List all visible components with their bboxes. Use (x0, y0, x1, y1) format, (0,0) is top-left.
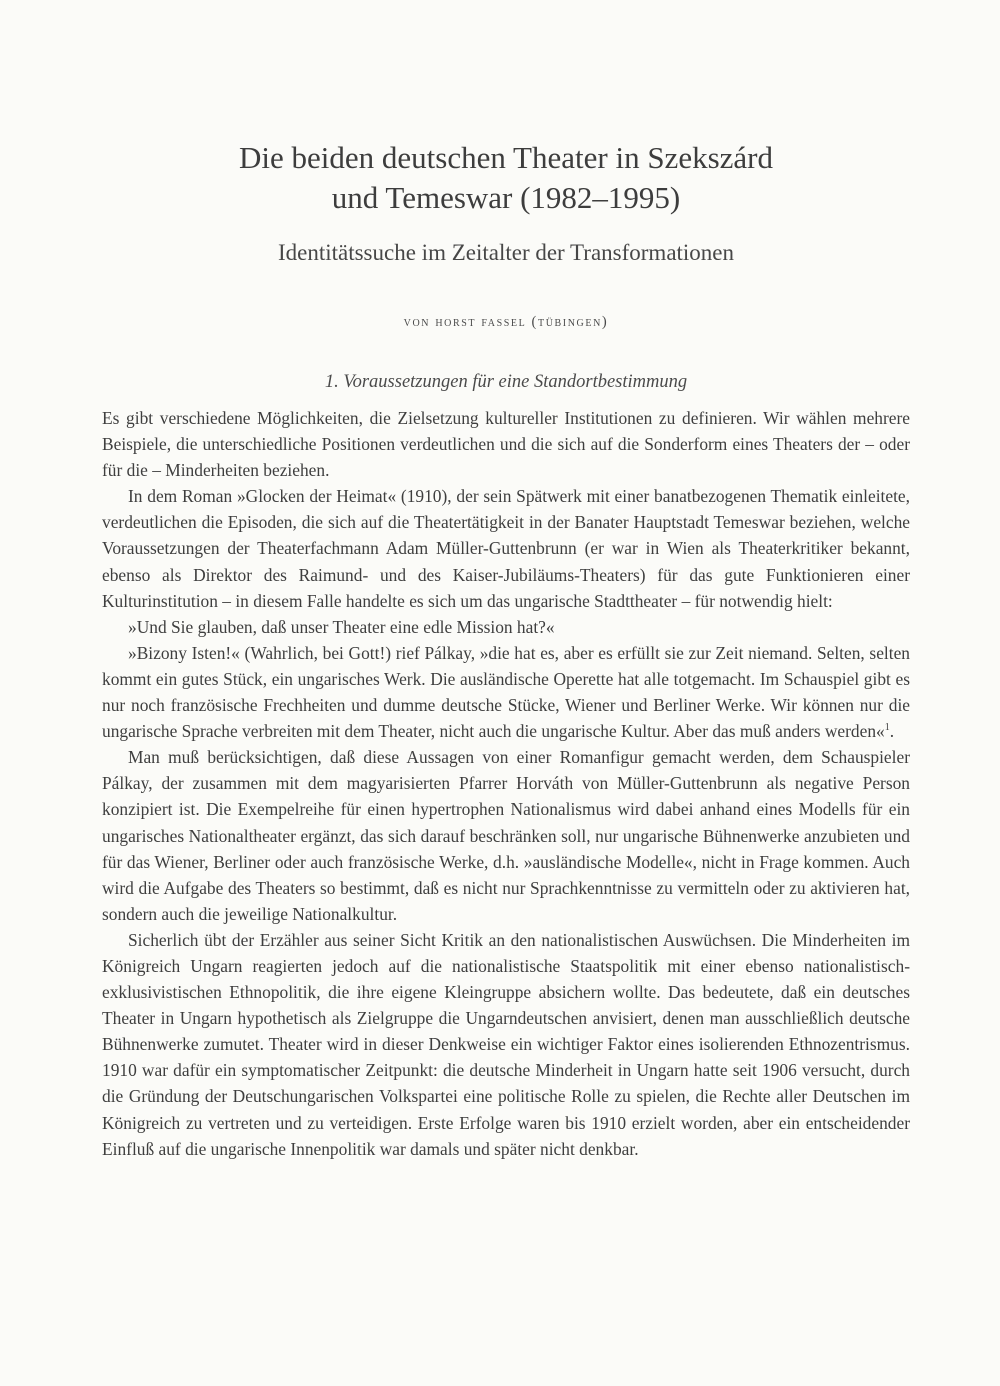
paragraph: Man muß berücksichtigen, daß diese Aussagen von einer Romanfigur gemacht werden, dem Schauspieler Pálkay, der zusammen mit dem magyarisierten Pfarrer Horváth von Müller-Guttenbrunn als negative Person konzipiert ist. Die Exempelreihe für einen hypertrophen Nationalismus wird dabei anhand eines Modells für ein ungarisches Nationaltheater ergänzt, das sich darauf beschränken soll, nur ungarische Bühnenwerke anzubieten und für das Wiener, Berliner oder auch französische Werke, d.h. »ausländische Modelle«, nicht in Frage kommen. Auch wird die Aufgabe des Theaters so bestimmt, daß es nicht nur Sprachkenntnisse zu vermitteln oder zu aktivieren hat, sondern auch die jeweilige Nationalkultur. (102, 747, 910, 924)
quote-text: »Bizony Isten!« (Wahrlich, bei Gott!) rief Pálkay, »die hat es, aber es erfüllt sie zur Zeit niemand. Selten, selten kommt ein gutes Stück, ein ungarisches Werk. Die ausländische Operette hat alle totgemacht. Im Schauspiel gibt es nur noch französische Frechheiten und dumme deutsche Stücke, Wiener und Berliner Werke. Wir können nur die ungarische Sprache verbreiten mit dem Theater, nicht auch die ungarische Kultur. Aber das muß anders werden« (102, 642, 910, 742)
quote-paragraph (102, 640, 910, 744)
quote-paragraph: »Und Sie glauben, daß unser Theater eine edle Mission hat?« (128, 616, 555, 637)
paragraph: In dem Roman »Glocken der Heimat« (1910), der sein Spätwerk mit einer banatbezogenen Thematik einleitete, verdeutlichen die Episoden, die sich auf die Theatertätigkeit in der Banater Hauptstadt Temeswar beziehen, welche Voraussetzungen der Theaterfachmann Adam Müller-Guttenbrunn (er war in Wien als Theaterkritiker bekannt, ebenso als Direktor des Raimund- und des Kaiser-Jubiläums-Theaters) für das gute Funktionieren einer Kulturinstitution – in diesem Falle handelte es sich um das ungarische Stadttheater – für notwendig hielt: (102, 486, 910, 611)
body-text (102, 405, 910, 1162)
paragraph: Sicherlich übt der Erzähler aus seiner Sicht Kritik an den nationalistischen Auswüchsen. Die Minderheiten im Königreich Ungarn reagierten jedoch auf die nationalistische Staatspolitik mit einer ebenso nationalistisch-exklusivistischen Ethnopolitik, die ihre eigene Kleingruppe absichern wollte. Das bedeutete, daß ein deutsches Theater in Ungarn hypothetisch als Zielgruppe die Ungarndeutschen anvisiert, denen man ausschließlich deutsche Bühnenwerke zumutet. Theater wird in dieser Denkweise ein wichtiger Faktor eines isolierenden Ethnozentrismus. 1910 war dafür ein symptomatischer Zeitpunkt: die deutsche Minderheit in Ungarn hatte seit 1906 versucht, durch die Gründung der Deutschungarischen Volkspartei eine politische Rolle zu spielen, die Rechte aller Deutschen im Königreich zu vertreten und zu verteidigen. Erste Erfolge waren bis 1910 erzielt worden, aber ein entscheidender Einfluß auf die ungarische Innenpolitik war damals und später nicht denkbar. (102, 929, 910, 1159)
section-heading: 1. Voraussetzungen für eine Standortbestimmung (324, 372, 688, 392)
article-title-line-2: und Temeswar (1982–1995) (331, 180, 681, 215)
article-title (100, 138, 912, 218)
article-title-line-1: Die beiden deutschen Theater in Szekszárd (239, 140, 773, 175)
author-byline: von horst fassel (tübingen) (403, 314, 609, 330)
paragraph: Es gibt verschiedene Möglichkeiten, die Zielsetzung kultureller Institutionen zu definieren. Wir wählen mehrere Beispiele, die unterschiedliche Positionen verdeutlichen und die sich auf die Sonderform eines Theaters der – oder für die – Minderheiten beziehen. (102, 408, 910, 481)
footnote-marker: 1 (884, 722, 890, 734)
quote-end-punctuation: . (889, 721, 895, 742)
article-subtitle: Identitätssuche im Zeitalter der Transformationen (277, 240, 735, 265)
